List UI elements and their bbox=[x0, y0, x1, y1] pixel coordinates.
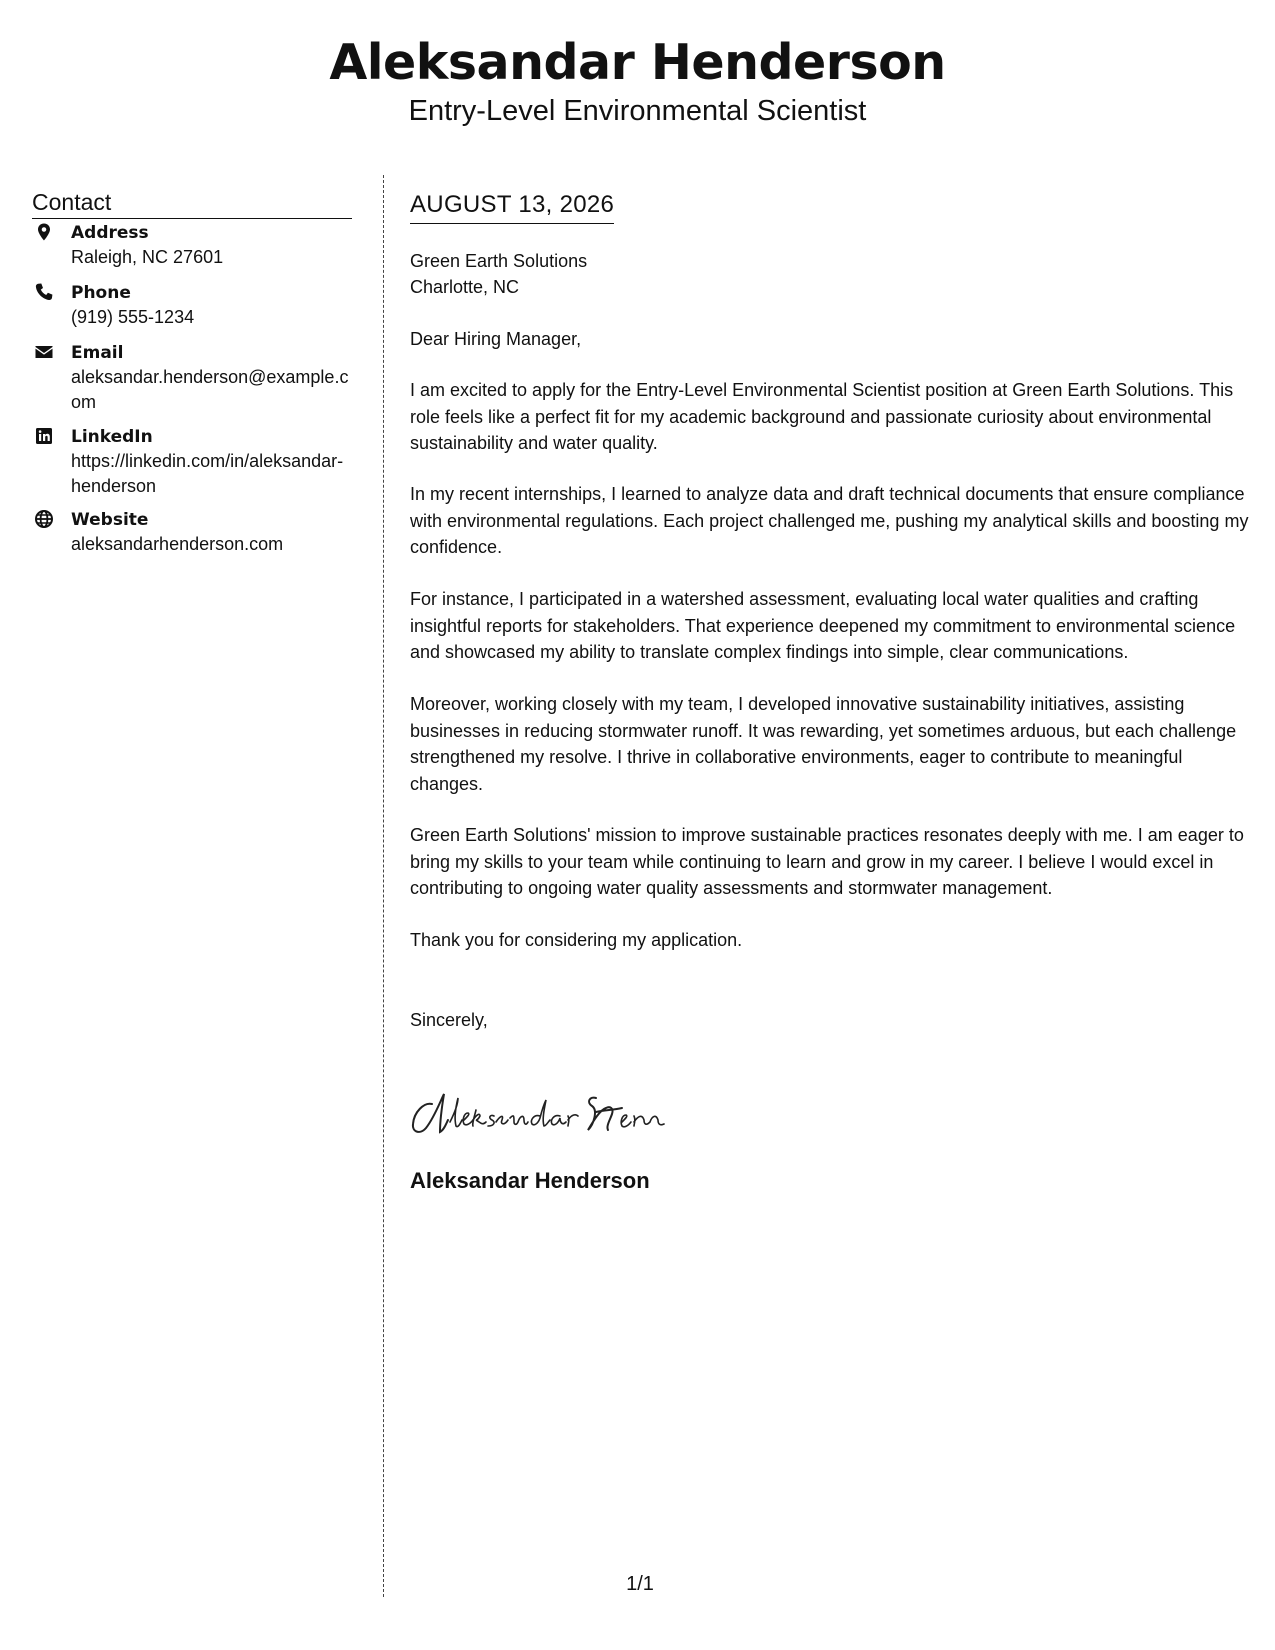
applicant-name: Aleksandar Henderson bbox=[329, 34, 946, 91]
letter-paragraph: I am excited to apply for the Entry-Level Environmental Scientist position at Green Earth Solutions. This role feels like a perfect fit for my academic background and passionate curiosity about environmental sustainability and water quality. bbox=[410, 380, 1234, 453]
map-pin-icon bbox=[34, 222, 54, 242]
greeting: Dear Hiring Manager, bbox=[410, 329, 582, 349]
contact-label: LinkedIn bbox=[71, 427, 153, 447]
contact-heading: Contact bbox=[32, 188, 352, 219]
contact-value: aleksandar.henderson@example.com bbox=[71, 367, 349, 412]
recipient-location: Charlotte, NC bbox=[410, 277, 520, 297]
envelope-icon bbox=[34, 342, 54, 362]
closing: Sincerely, bbox=[410, 1010, 488, 1030]
signer-name: Aleksandar Henderson bbox=[410, 1168, 650, 1193]
contact-value: (919) 555-1234 bbox=[71, 307, 195, 327]
globe-icon bbox=[34, 509, 54, 529]
handwritten-signature bbox=[410, 1080, 670, 1140]
contact-value: aleksandarhenderson.com bbox=[71, 534, 284, 554]
letter-paragraph: Green Earth Solutions' mission to improve sustainable practices resonates deeply with me. I am eager to bring my skills to your team while continuing to learn and grow in my career. I believe I would excel in contributing to ongoing water quality assessments and stormwater management. bbox=[410, 825, 1244, 898]
contact-label: Phone bbox=[71, 283, 131, 303]
page-header bbox=[0, 32, 1275, 128]
column-divider bbox=[383, 175, 384, 1597]
phone-icon bbox=[34, 282, 54, 302]
contact-value: Raleigh, NC 27601 bbox=[71, 247, 224, 267]
page-number: 1/1 bbox=[626, 1573, 654, 1595]
recipient-company: Green Earth Solutions bbox=[410, 251, 588, 271]
letter-paragraph: In my recent internships, I learned to analyze data and draft technical documents that ensure compliance with environmental regulations. Each project challenged me, pushing my analytical skills and boosting my confidence. bbox=[410, 484, 1249, 557]
cover-letter bbox=[410, 190, 1250, 1193]
letter-paragraph: Thank you for considering my application. bbox=[410, 930, 743, 950]
contact-label: Website bbox=[71, 510, 149, 530]
contact-value: https://linkedin.com/in/aleksandar-henderson bbox=[71, 451, 344, 496]
contact-label: Address bbox=[71, 223, 149, 243]
letter-paragraph: For instance, I participated in a watershed assessment, evaluating local water qualities and crafting insightful reports for stakeholders. That experience deepened my commitment to environmental science and showcased my ability to translate complex findings into simple, clear communications. bbox=[410, 589, 1236, 662]
linkedin-icon bbox=[34, 426, 54, 446]
letter-date: AUGUST 13, 2026 bbox=[410, 190, 614, 224]
contact-label: Email bbox=[71, 343, 124, 363]
contact-sidebar bbox=[32, 188, 352, 554]
letter-paragraph: Moreover, working closely with my team, I developed innovative sustainability initiatives, assisting businesses in reducing stormwater runoff. It was rewarding, yet sometimes arduous, but each challenge strengthened my resolve. I thrive in collaborative environments, eager to contribute to meaningful changes. bbox=[410, 694, 1237, 794]
job-title: Entry-Level Environmental Scientist bbox=[408, 95, 867, 127]
